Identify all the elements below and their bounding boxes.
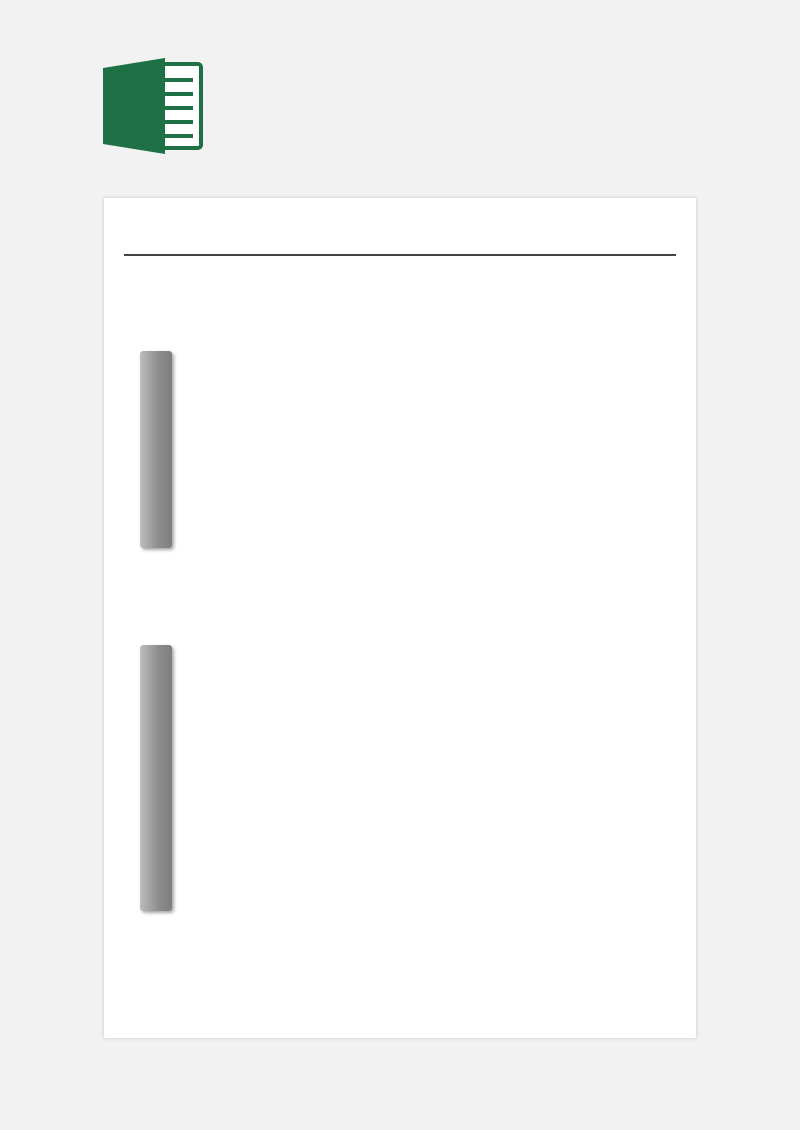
outbound-bar (140, 645, 172, 911)
header-rule (124, 254, 676, 256)
excel-icon (103, 58, 203, 154)
inbound-bar (140, 351, 172, 548)
document-sheet (104, 198, 696, 1038)
